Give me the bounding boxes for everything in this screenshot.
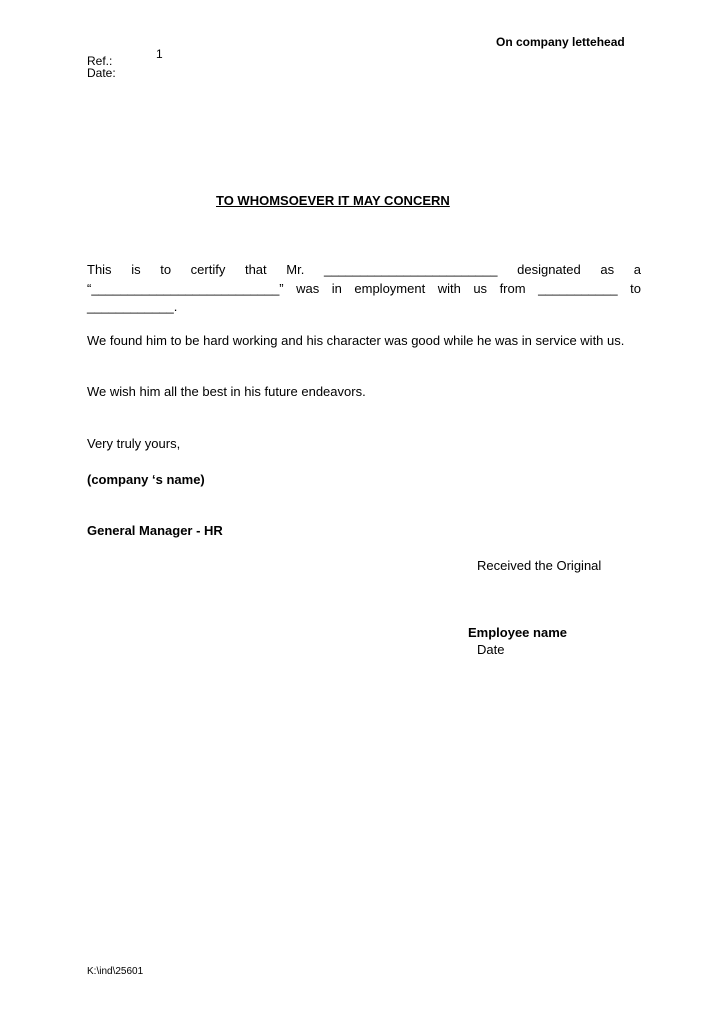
name-blank: ________________________ <box>323 262 498 277</box>
word: employment <box>354 281 426 296</box>
file-path-footer: K:\ind\25601 <box>87 966 144 977</box>
designation-blank: “__________________________” <box>87 281 284 296</box>
word: was <box>296 281 320 296</box>
ref-label: Ref.: <box>87 54 113 68</box>
ref-value: 1 <box>156 47 163 61</box>
company-name-placeholder: (company ‘s name) <box>87 472 205 487</box>
word: from <box>499 281 526 296</box>
certify-line-1 <box>87 262 641 277</box>
signatory-title: General Manager - HR <box>87 523 223 538</box>
word: with <box>437 281 461 296</box>
salutation: Very truly yours, <box>87 436 181 451</box>
word: is <box>131 262 141 277</box>
word: that <box>244 262 267 277</box>
word: designated <box>517 262 581 277</box>
letter-title: TO WHOMSOEVER IT MAY CONCERN <box>216 193 450 208</box>
receipt-date-label: Date <box>477 642 505 657</box>
word: certify <box>190 262 226 277</box>
letterhead-note: On company lettehead <box>496 35 625 49</box>
from-date-blank: ___________ <box>538 281 618 296</box>
word: us <box>473 281 488 296</box>
word: to <box>160 262 172 277</box>
word: a <box>633 262 641 277</box>
character-paragraph: We found him to be hard working and his character was good while he was in service with us. <box>87 333 625 348</box>
word: This <box>87 262 112 277</box>
word: Mr. <box>286 262 305 277</box>
wishes-paragraph: We wish him all the best in his future endeavors. <box>87 384 366 399</box>
employee-name-label: Employee name <box>468 625 567 640</box>
received-original: Received the Original <box>477 558 602 573</box>
word: as <box>600 262 615 277</box>
certify-line-2 <box>87 281 641 296</box>
to-date-blank: ____________. <box>87 299 178 314</box>
word: in <box>331 281 342 296</box>
date-label: Date: <box>87 66 116 80</box>
word: to <box>630 281 641 296</box>
